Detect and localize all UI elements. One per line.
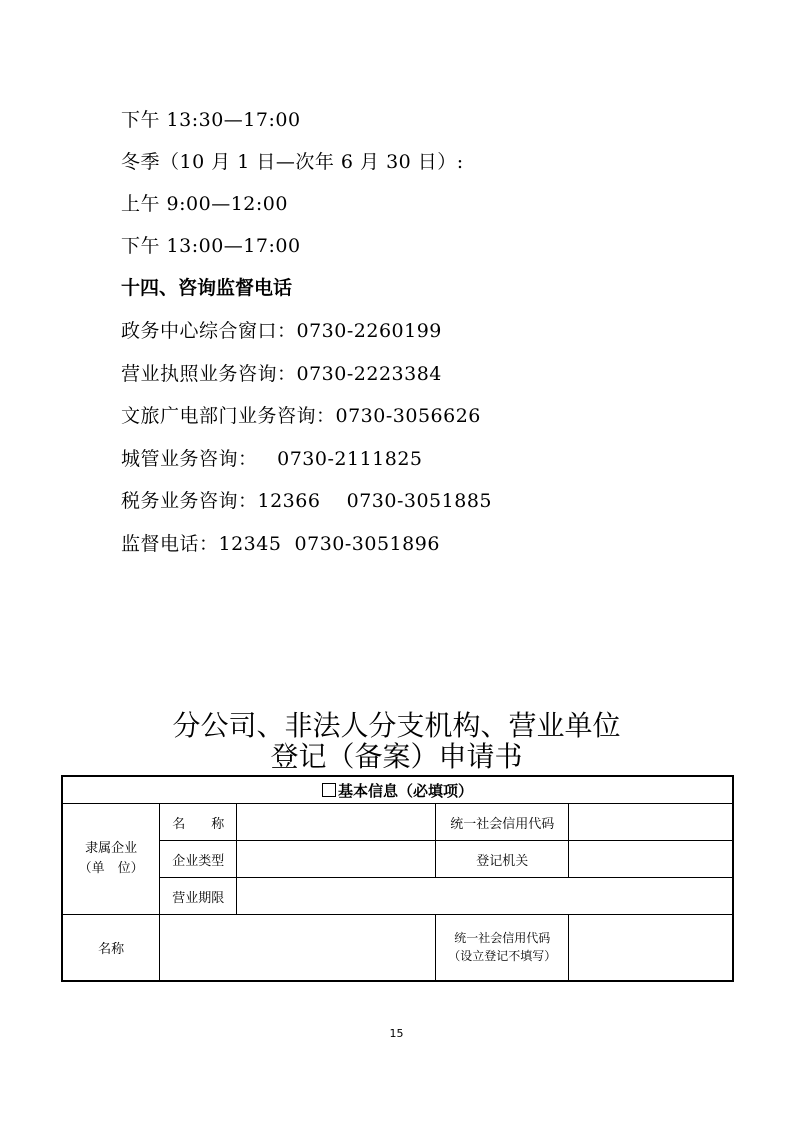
schedule-line-4: 下午 13:00—17:00	[121, 235, 301, 257]
section-header	[62, 776, 733, 804]
contact-line-5: 税务业务咨询：12366 0730-3051885	[121, 490, 492, 512]
section-heading: 十四、咨询监督电话	[121, 277, 293, 299]
contact-line-3: 文旅广电部门业务咨询：0730-3056626	[121, 405, 481, 427]
contact-line-2: 营业执照业务咨询：0730-2223384	[121, 363, 442, 385]
page-number: 15	[389, 1027, 404, 1040]
credit-code-input-cell[interactable]	[569, 804, 733, 841]
name-input-cell[interactable]	[237, 804, 436, 841]
schedule-line-2: 冬季（10 月 1 日—次年 6 月 30 日）:	[121, 151, 464, 173]
credit-code-note-input-cell[interactable]	[569, 915, 733, 981]
registration-authority-input-cell[interactable]	[569, 841, 733, 878]
form-title-line-2: 登记（备案）申请书	[270, 740, 523, 773]
schedule-line-3: 上午 9:00—12:00	[121, 193, 288, 215]
contact-line-1: 政务中心综合窗口：0730-2260199	[121, 320, 442, 342]
schedule-line-1: 下午 13:30—17:00	[121, 109, 301, 131]
basic-info-table	[61, 775, 734, 982]
credit-code-label: 统一社会信用代码	[436, 804, 569, 841]
registration-authority-label: 登记机关	[436, 841, 569, 878]
contact-line-4: 城管业务咨询： 0730-2111825	[121, 448, 423, 470]
checkbox-icon[interactable]	[322, 783, 336, 797]
form-title-line-1: 分公司、非法人分支机构、营业单位	[172, 709, 621, 742]
business-term-input-cell[interactable]	[237, 878, 733, 915]
business-term-label: 营业期限	[160, 878, 237, 915]
enterprise-type-label: 企业类型	[160, 841, 237, 878]
contact-line-6: 监督电话：12345 0730-3051896	[121, 533, 440, 555]
credit-code-note-label: 统一社会信用代码（设立登记不填写）	[436, 915, 569, 981]
parent-enterprise-label: 隶属企业（单 位）	[62, 804, 160, 915]
enterprise-type-input-cell[interactable]	[237, 841, 436, 878]
row-name-input-cell[interactable]	[160, 915, 436, 981]
section-label: 基本信息（必填项）	[337, 781, 473, 800]
row-name-label: 名称	[62, 915, 160, 981]
name-label: 名 称	[160, 804, 237, 841]
